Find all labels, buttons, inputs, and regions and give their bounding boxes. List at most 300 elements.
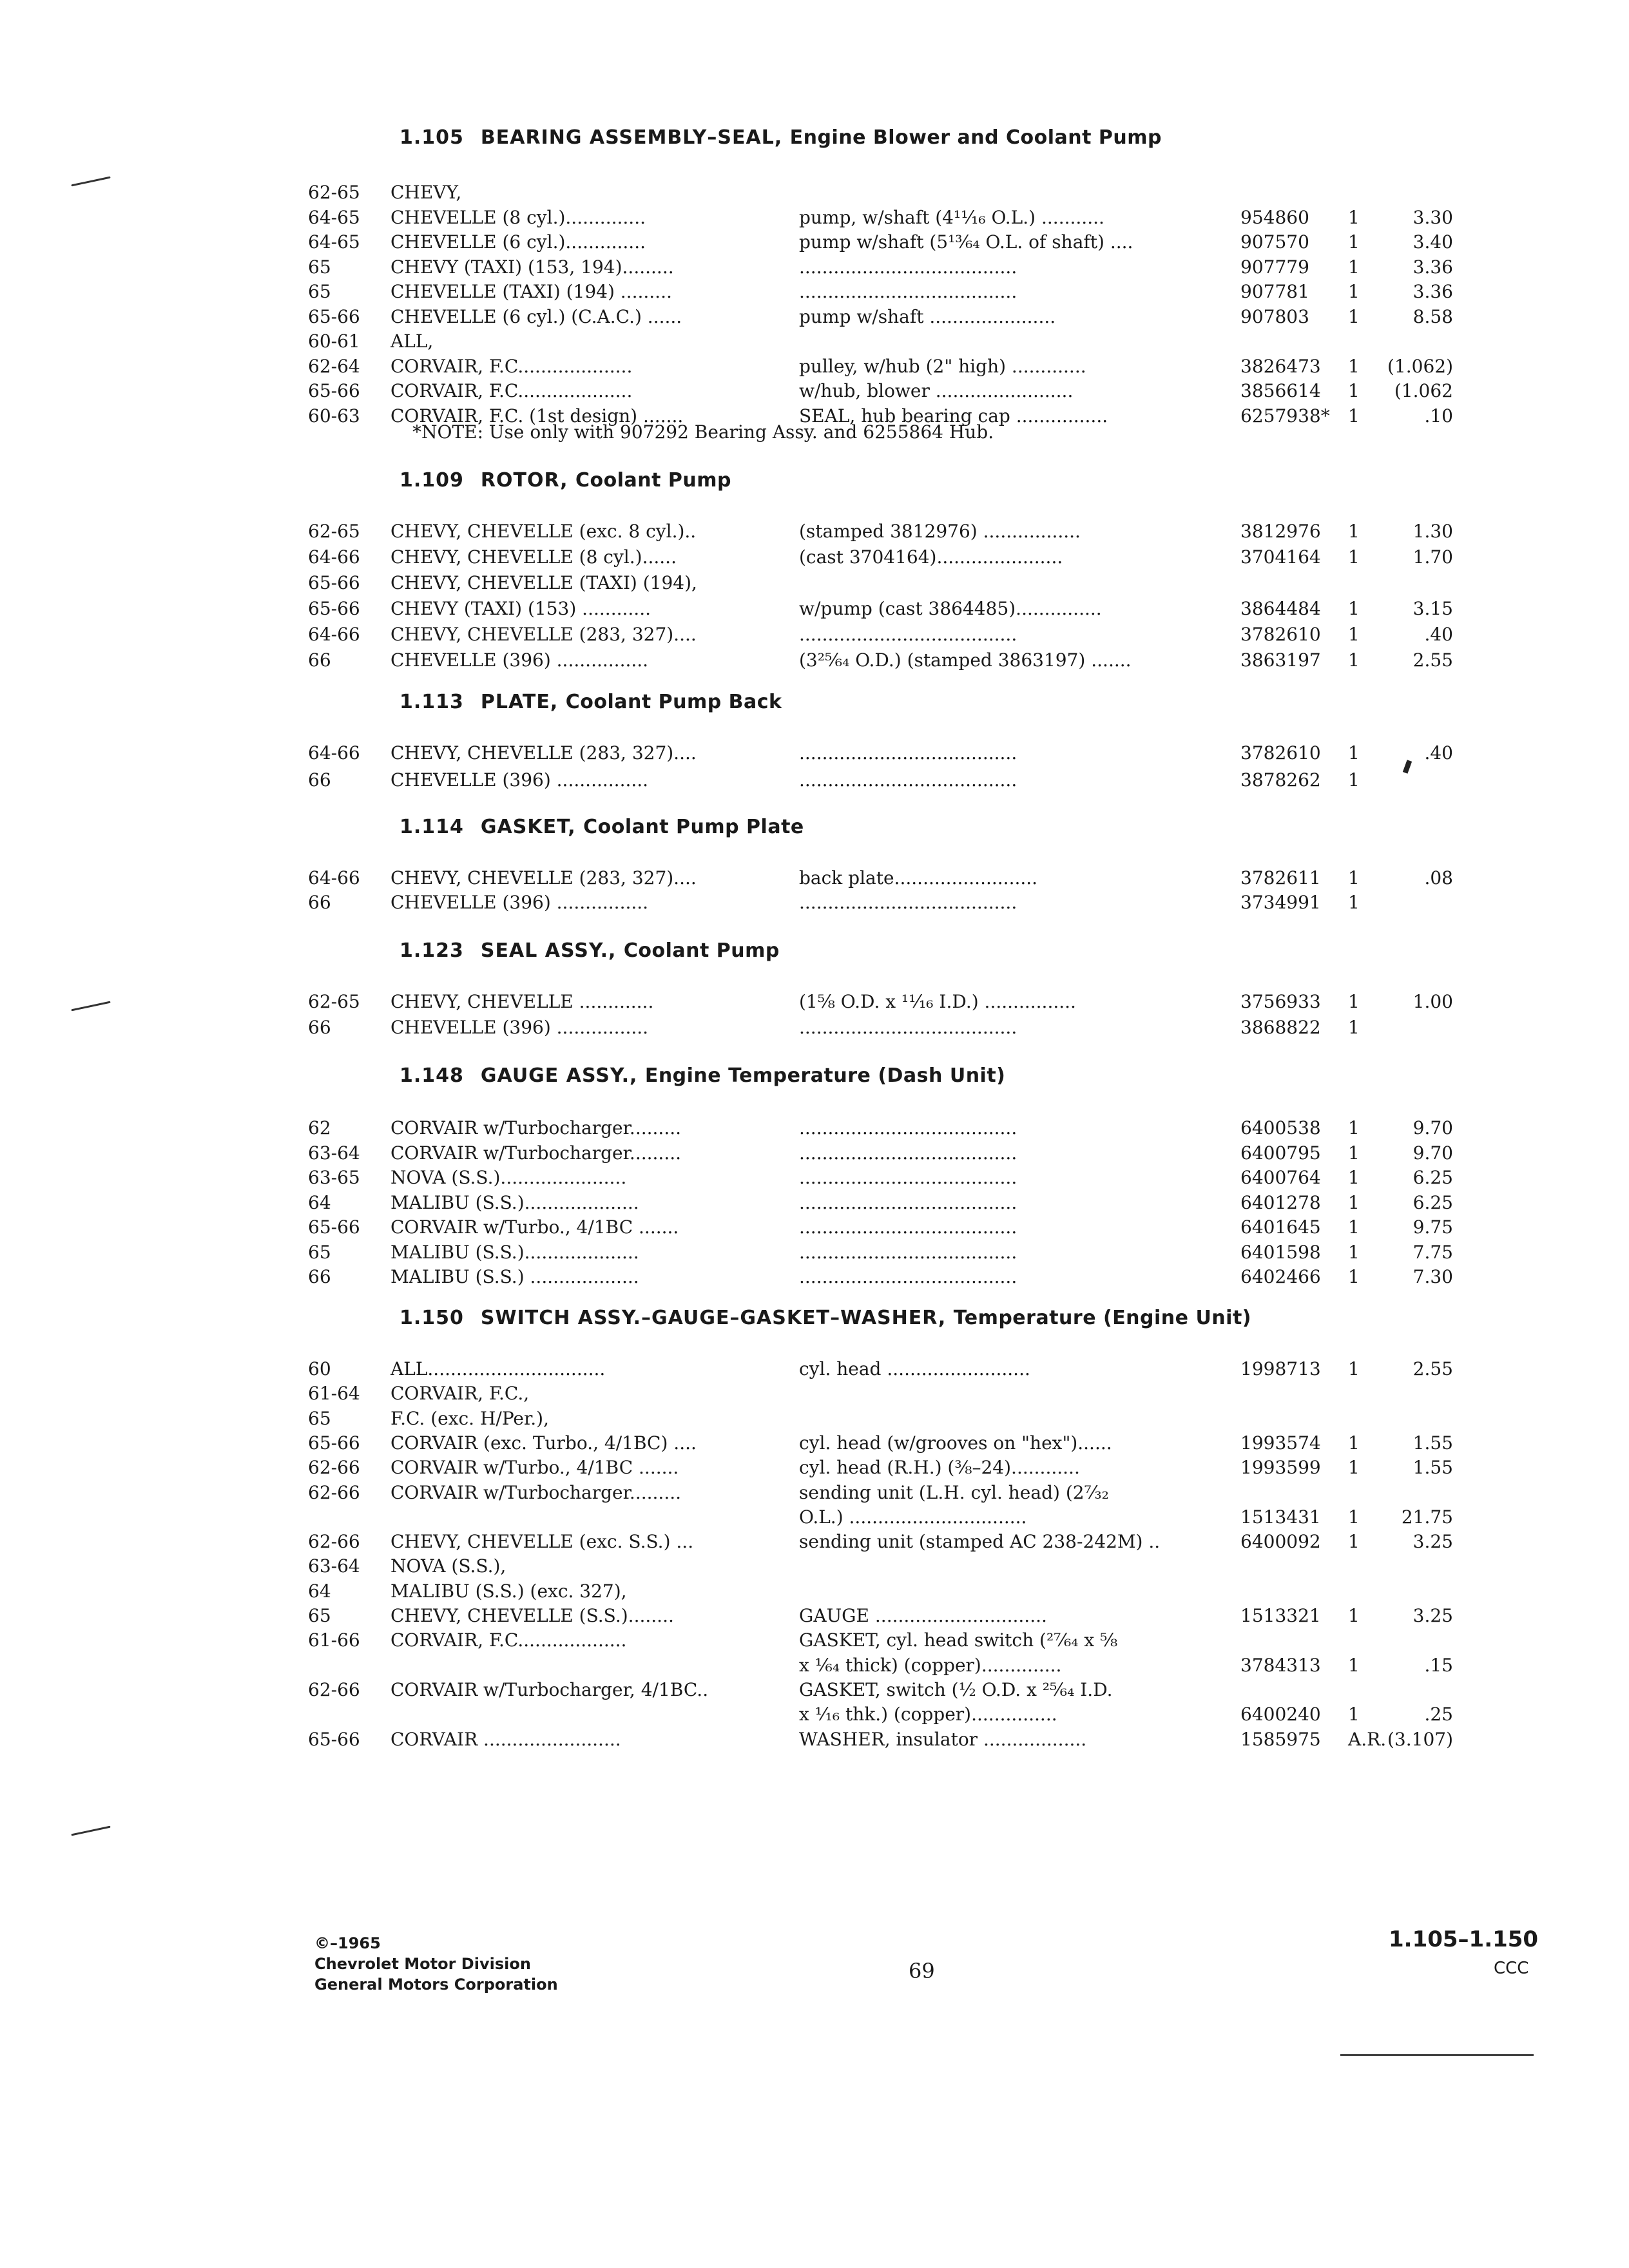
section-title: BEARING ASSEMBLY–SEAL, [480,126,790,149]
model-cell: CORVAIR w/Turbocharger......... [390,1142,682,1164]
quantity-cell: 1 [1348,1241,1360,1263]
year-cell: 65-66 [308,572,360,593]
price-value: 3.25 [1412,1605,1453,1626]
part-number-cell: 3868822 [1240,1017,1321,1038]
part-number-cell: 3864484 [1240,598,1321,619]
part-number-cell: 954860 [1240,206,1309,228]
quantity-cell: 1 [1348,1506,1360,1528]
quantity-cell: 1 [1348,624,1360,645]
part-number-cell: 3782611 [1240,867,1321,889]
year-cell: 65 [308,256,331,278]
model-cell: CORVAIR, F.C.................... [390,355,633,377]
model-cell: MALIBU (S.S.) (exc. 327), [390,1580,627,1602]
price-value: 1.55 [1412,1432,1453,1454]
description-cell: ...................................... [799,1142,1017,1164]
year-cell: 65-66 [308,305,360,327]
quantity-cell: 1 [1348,1117,1360,1139]
part-number-cell: 907570 [1240,231,1309,253]
year-cell: 64 [308,1191,331,1213]
price-value: 9.75 [1412,1216,1453,1238]
description-cell: SEAL, hub bearing cap ................ [799,405,1108,427]
table-row [0,306,1629,332]
table-row [0,1242,1629,1267]
model-cell: ALL, [390,331,434,352]
table-row [0,546,1629,572]
table-row [0,1555,1629,1581]
price-value: 3.30 [1412,206,1453,228]
year-cell: 64-66 [308,742,360,764]
year-cell: 65 [308,281,331,302]
quantity-cell: 1 [1348,867,1360,889]
section-subtitle: Engine Blower and Coolant Pump [789,126,1162,149]
price-value: 8.58 [1412,305,1453,327]
quantity-cell: 1 [1348,521,1360,542]
price-value: 6.25 [1412,1167,1453,1188]
part-number-cell: 3784313 [1240,1654,1321,1676]
part-number-cell: 907779 [1240,256,1309,278]
year-cell: 65 [308,1605,331,1626]
year-cell: 62-66 [308,1678,360,1700]
section-heading [400,126,1162,149]
price-value: 21.75 [1401,1506,1453,1528]
model-cell: CHEVY (TAXI) (153) ............ [390,598,651,619]
description-cell: O.L.) ............................... [799,1506,1027,1528]
quantity-cell: 1 [1348,206,1360,228]
description-cell: ...................................... [799,769,1017,791]
table-row [0,892,1629,918]
section-title: GASKET, [480,816,584,838]
year-cell: 62-65 [308,521,360,542]
year-cell: 66 [308,892,331,913]
copyright: ©–1965 [314,1934,381,1952]
quantity-cell: 1 [1348,1167,1360,1188]
model-cell: NOVA (S.S.)...................... [390,1167,627,1188]
model-cell: CORVAIR w/Turbocharger......... [390,1481,682,1503]
description-cell: ...................................... [799,892,1017,913]
quantity-cell: 1 [1348,1191,1360,1213]
division: Chevrolet Motor Division [314,1955,531,1973]
section-number: 1.105 [400,126,464,149]
price-value: 1.30 [1412,521,1453,542]
part-number-cell: 3704164 [1240,546,1321,568]
model-cell: CHEVELLE (396) ................ [390,769,649,791]
year-cell: 62-65 [308,182,360,203]
price-value: 3.36 [1412,256,1453,278]
part-number-cell: 907803 [1240,305,1309,327]
model-cell: ALL............................... [390,1358,606,1379]
quantity-cell: 1 [1348,281,1360,302]
section-subtitle: Coolant Pump Back [565,691,782,713]
table-row [0,281,1629,307]
section-number: 1.123 [400,939,464,962]
table-row [0,598,1629,624]
table-row [0,1167,1629,1193]
table-row [0,1729,1629,1754]
quantity-cell: 1 [1348,1142,1360,1164]
quantity-cell: 1 [1348,1017,1360,1038]
description-cell: ...................................... [799,742,1017,764]
description-cell: GASKET, cyl. head switch (²⁷⁄₆₄ x ⅝ [799,1629,1118,1651]
table-row [0,1457,1629,1483]
section-range: 1.105–1.150 [1389,1927,1539,1952]
quantity-cell: 1 [1348,1457,1360,1479]
price-value: 3.25 [1412,1531,1453,1553]
description-cell: (cast 3704164)...................... [799,546,1063,568]
year-cell: 65 [308,1407,331,1429]
table-row [0,1531,1629,1557]
price-value: (3.107) [1387,1728,1453,1750]
model-cell: CORVAIR ........................ [390,1728,621,1750]
price-value: 3.40 [1412,231,1453,253]
quantity-cell: 1 [1348,231,1360,253]
model-cell: CHEVELLE (8 cyl.).............. [390,206,646,228]
model-cell: CHEVY, [390,182,462,203]
year-cell: 63-64 [308,1555,360,1577]
section-heading [400,816,804,838]
price-value: 2.55 [1412,649,1453,671]
part-number-cell: 6400240 [1240,1704,1321,1725]
table-row [0,572,1629,598]
description-cell: sending unit (stamped AC 238-242M) .. [799,1531,1161,1553]
part-number-cell: 6401598 [1240,1241,1321,1263]
table-row [0,769,1629,795]
section-subtitle: Engine Temperature (Dash Unit) [644,1064,1006,1087]
section-subtitle: Temperature (Engine Unit) [953,1307,1252,1329]
section-title: SWITCH ASSY.–GAUGE–GASKET–WASHER, [480,1307,954,1329]
price-value: .40 [1424,742,1453,764]
price-value: 9.70 [1412,1142,1453,1164]
table-row [0,1408,1629,1434]
model-cell: MALIBU (S.S.).................... [390,1191,639,1213]
description-cell: cyl. head ......................... [799,1358,1030,1379]
price-value: 7.75 [1412,1241,1453,1263]
price-value: 1.55 [1412,1457,1453,1479]
part-number-cell: 6402466 [1240,1266,1321,1287]
table-row [0,256,1629,282]
description-cell: GAUGE .............................. [799,1605,1047,1626]
table-row [0,1216,1629,1242]
model-cell: CHEVY, CHEVELLE ............. [390,991,654,1012]
model-cell: CORVAIR w/Turbocharger......... [390,1117,682,1139]
table-row [0,1679,1629,1705]
year-cell: 62-66 [308,1457,360,1479]
price-value: (1.062 [1394,380,1453,401]
description-cell: (1⅝ O.D. x ¹¹⁄₁₆ I.D.) ................ [799,991,1076,1012]
quantity-cell: 1 [1348,1266,1360,1287]
part-number-cell: 907781 [1240,281,1309,302]
table-row [0,1704,1629,1729]
table-row [0,1266,1629,1292]
quantity-cell: 1 [1348,1531,1360,1553]
part-number-cell: 1993574 [1240,1432,1321,1454]
section-heading [400,691,782,713]
part-number-cell: 3756933 [1240,991,1321,1012]
year-cell: 64 [308,1580,331,1602]
model-cell: CHEVY, CHEVELLE (8 cyl.)...... [390,546,677,568]
table-row [0,182,1629,207]
year-cell: 61-64 [308,1383,360,1405]
model-cell: CHEVY, CHEVELLE (TAXI) (194), [390,572,697,593]
model-cell: NOVA (S.S.), [390,1555,506,1577]
table-row [0,1142,1629,1168]
part-number-cell: 6257938* [1240,405,1330,427]
quantity-cell: 1 [1348,769,1360,791]
model-cell: MALIBU (S.S.) ................... [390,1266,639,1287]
section-number: 1.150 [400,1307,464,1329]
part-number-cell: 1513321 [1240,1605,1321,1626]
corporation: General Motors Corporation [314,1975,558,1994]
description-cell: (stamped 3812976) ................. [799,521,1081,542]
table-row [0,1605,1629,1631]
year-cell: 60-63 [308,405,360,427]
year-cell: 62-66 [308,1481,360,1503]
table-row [0,1358,1629,1384]
description-cell: ...................................... [799,1017,1017,1038]
model-cell: CHEVY, CHEVELLE (S.S.)........ [390,1605,674,1626]
part-number-cell: 6401278 [1240,1191,1321,1213]
price-value: .25 [1424,1704,1453,1725]
year-cell: 64-66 [308,867,360,889]
description-cell: ...................................... [799,1117,1017,1139]
quantity-cell: 1 [1348,405,1360,427]
table-row [0,331,1629,356]
section-subtitle: Coolant Pump [623,939,780,962]
section-title: ROTOR, [480,469,575,492]
table-row [0,207,1629,233]
price-value: 9.70 [1412,1117,1453,1139]
year-cell: 63-64 [308,1142,360,1164]
model-cell: CHEVY, CHEVELLE (exc. 8 cyl.).. [390,521,697,542]
part-number-cell: 3856614 [1240,380,1321,401]
description-cell: back plate......................... [799,867,1038,889]
footer-publisher [314,1933,558,1995]
part-number-cell: 3878262 [1240,769,1321,791]
quantity-cell: 1 [1348,355,1360,377]
table-row [0,231,1629,257]
description-cell: ...................................... [799,624,1017,645]
year-cell: 60-61 [308,331,360,352]
model-cell: CHEVELLE (396) ................ [390,892,649,913]
table-row [0,1581,1629,1606]
description-cell: ...................................... [799,281,1017,302]
table-row [0,1383,1629,1408]
table-row [0,867,1629,893]
description-cell: cyl. head (w/grooves on "hex")...... [799,1432,1112,1454]
year-cell: 62-64 [308,355,360,377]
part-number-cell: 1998713 [1240,1358,1321,1379]
quantity-cell: 1 [1348,256,1360,278]
table-row [0,1117,1629,1143]
page-number: 69 [909,1959,935,1983]
model-cell: CHEVY (TAXI) (153, 194)......... [390,256,674,278]
quantity-cell: 1 [1348,1704,1360,1725]
price-value: .40 [1424,624,1453,645]
table-row [0,624,1629,649]
model-cell: CORVAIR, F.C................... [390,1629,627,1651]
section-number: 1.148 [400,1064,464,1087]
part-number-cell: 3782610 [1240,624,1321,645]
year-cell: 66 [308,649,331,671]
description-cell: pulley, w/hub (2" high) ............. [799,355,1086,377]
model-cell: CORVAIR w/Turbo., 4/1BC ....... [390,1457,679,1479]
model-cell: CHEVELLE (6 cyl.).............. [390,231,646,253]
model-cell: CHEVELLE (396) ................ [390,1017,649,1038]
table-row [0,1629,1629,1655]
binder-mark [71,1826,110,1836]
part-number-cell: 6400092 [1240,1531,1321,1553]
section-subtitle: Coolant Pump Plate [583,816,804,838]
description-cell: (3²⁵⁄₆₄ O.D.) (stamped 3863197) ....... [799,649,1132,671]
section-number: 1.109 [400,469,464,492]
model-cell: CORVAIR, F.C.................... [390,380,633,401]
part-number-cell: 6401645 [1240,1216,1321,1238]
section-heading [400,1307,1251,1329]
year-cell: 64-65 [308,231,360,253]
part-number-cell: 3782610 [1240,742,1321,764]
part-number-cell: 6400795 [1240,1142,1321,1164]
price-value: .10 [1424,405,1453,427]
model-cell: CORVAIR w/Turbo., 4/1BC ....... [390,1216,679,1238]
part-number-cell: 6400538 [1240,1117,1321,1139]
section-heading [400,1064,1005,1087]
price-value: 3.36 [1412,281,1453,302]
description-cell: cyl. head (R.H.) (⅜–24)............ [799,1457,1080,1479]
table-row [0,1192,1629,1218]
year-cell: 63-65 [308,1167,360,1188]
table-row [0,380,1629,406]
quantity-cell: 1 [1348,380,1360,401]
price-value: 1.00 [1412,991,1453,1012]
section-subtitle: Coolant Pump [575,469,731,492]
model-cell: F.C. (exc. H/Per.), [390,1407,549,1429]
model-cell: CHEVY, CHEVELLE (283, 327).... [390,624,697,645]
description-cell: WASHER, insulator .................. [799,1728,1087,1750]
footnote: *NOTE: Use only with 907292 Bearing Assy. and 6255864 Hub. [412,421,994,443]
quantity-cell: 1 [1348,991,1360,1012]
description-cell: ...................................... [799,1216,1017,1238]
description-cell: x ¹⁄₆₄ thick) (copper).............. [799,1654,1062,1676]
description-cell: x ¹⁄₁₆ thk.) (copper)............... [799,1704,1057,1725]
year-cell: 64-65 [308,206,360,228]
quantity-cell: 1 [1348,649,1360,671]
section-title: GAUGE ASSY., [480,1064,645,1087]
price-value: (1.062) [1387,355,1453,377]
year-cell: 65-66 [308,1728,360,1750]
year-cell: 64-66 [308,546,360,568]
year-cell: 65 [308,1241,331,1263]
quantity-cell: 1 [1348,1605,1360,1626]
part-number-cell: 1993599 [1240,1457,1321,1479]
year-cell: 62-65 [308,991,360,1012]
section-number: 1.113 [400,691,464,713]
year-cell: 62-66 [308,1531,360,1553]
quantity-cell: 1 [1348,1654,1360,1676]
quantity-cell: A.R. [1348,1728,1387,1750]
model-cell: CHEVELLE (TAXI) (194) ......... [390,281,672,302]
description-cell: ...................................... [799,1266,1017,1287]
table-row [0,742,1629,768]
quantity-cell: 1 [1348,1216,1360,1238]
quantity-cell: 1 [1348,892,1360,913]
bottom-rule [1340,2054,1534,2056]
table-row [0,1655,1629,1680]
section-number: 1.114 [400,816,464,838]
description-cell: pump, w/shaft (4¹¹⁄₁₆ O.L.) ........... [799,206,1104,228]
model-cell: CORVAIR, F.C. (1st design) ....... [390,405,684,427]
table-row [0,1506,1629,1532]
table-row [0,1017,1629,1043]
quantity-cell: 1 [1348,1358,1360,1379]
description-cell: ...................................... [799,1191,1017,1213]
section-title: SEAL ASSY., [480,939,624,962]
year-cell: 60 [308,1358,331,1379]
price-value: .15 [1424,1654,1453,1676]
description-cell: ...................................... [799,256,1017,278]
price-value: 3.15 [1412,598,1453,619]
description-cell: ...................................... [799,1241,1017,1263]
part-number-cell: 3863197 [1240,649,1321,671]
part-number-cell: 3826473 [1240,355,1321,377]
table-row [0,356,1629,381]
price-value: 1.70 [1412,546,1453,568]
quantity-cell: 1 [1348,305,1360,327]
year-cell: 65-66 [308,598,360,619]
table-row [0,991,1629,1017]
quantity-cell: 1 [1348,1432,1360,1454]
catalog-code: CCC [1494,1959,1529,1978]
part-number-cell: 6400764 [1240,1167,1321,1188]
model-cell: CHEVY, CHEVELLE (283, 327).... [390,867,697,889]
model-cell: CORVAIR (exc. Turbo., 4/1BC) .... [390,1432,697,1454]
part-number-cell: 3734991 [1240,892,1321,913]
year-cell: 65-66 [308,1216,360,1238]
year-cell: 66 [308,1017,331,1038]
part-number-cell: 3812976 [1240,521,1321,542]
description-cell: pump w/shaft ...................... [799,305,1056,327]
model-cell: CORVAIR, F.C., [390,1383,530,1405]
year-cell: 65-66 [308,1432,360,1454]
description-cell: sending unit (L.H. cyl. head) (2⁷⁄₃₂ [799,1481,1109,1503]
table-row [0,649,1629,675]
table-row [0,1482,1629,1508]
price-value: 7.30 [1412,1266,1453,1287]
description-cell: ...................................... [799,1167,1017,1188]
quantity-cell: 1 [1348,598,1360,619]
section-heading [400,939,780,962]
model-cell: CORVAIR w/Turbocharger, 4/1BC.. [390,1678,709,1700]
year-cell: 65-66 [308,380,360,401]
model-cell: CHEVY, CHEVELLE (283, 327).... [390,742,697,764]
price-value: 2.55 [1412,1358,1453,1379]
price-value: .08 [1424,867,1453,889]
description-cell: pump w/shaft (5¹³⁄₆₄ O.L. of shaft) .... [799,231,1133,253]
section-heading [400,469,731,492]
year-cell: 66 [308,1266,331,1287]
year-cell: 62 [308,1117,331,1139]
table-row [0,1432,1629,1458]
description-cell: w/pump (cast 3864485)............... [799,598,1102,619]
model-cell: MALIBU (S.S.).................... [390,1241,639,1263]
part-number-cell: 1585975 [1240,1728,1321,1750]
year-cell: 66 [308,769,331,791]
model-cell: CHEVELLE (396) ................ [390,649,649,671]
model-cell: CHEVY, CHEVELLE (exc. S.S.) ... [390,1531,694,1553]
year-cell: 64-66 [308,624,360,645]
year-cell: 61-66 [308,1629,360,1651]
table-row [0,521,1629,546]
description-cell: w/hub, blower ........................ [799,380,1074,401]
model-cell: CHEVELLE (6 cyl.) (C.A.C.) ...... [390,305,682,327]
